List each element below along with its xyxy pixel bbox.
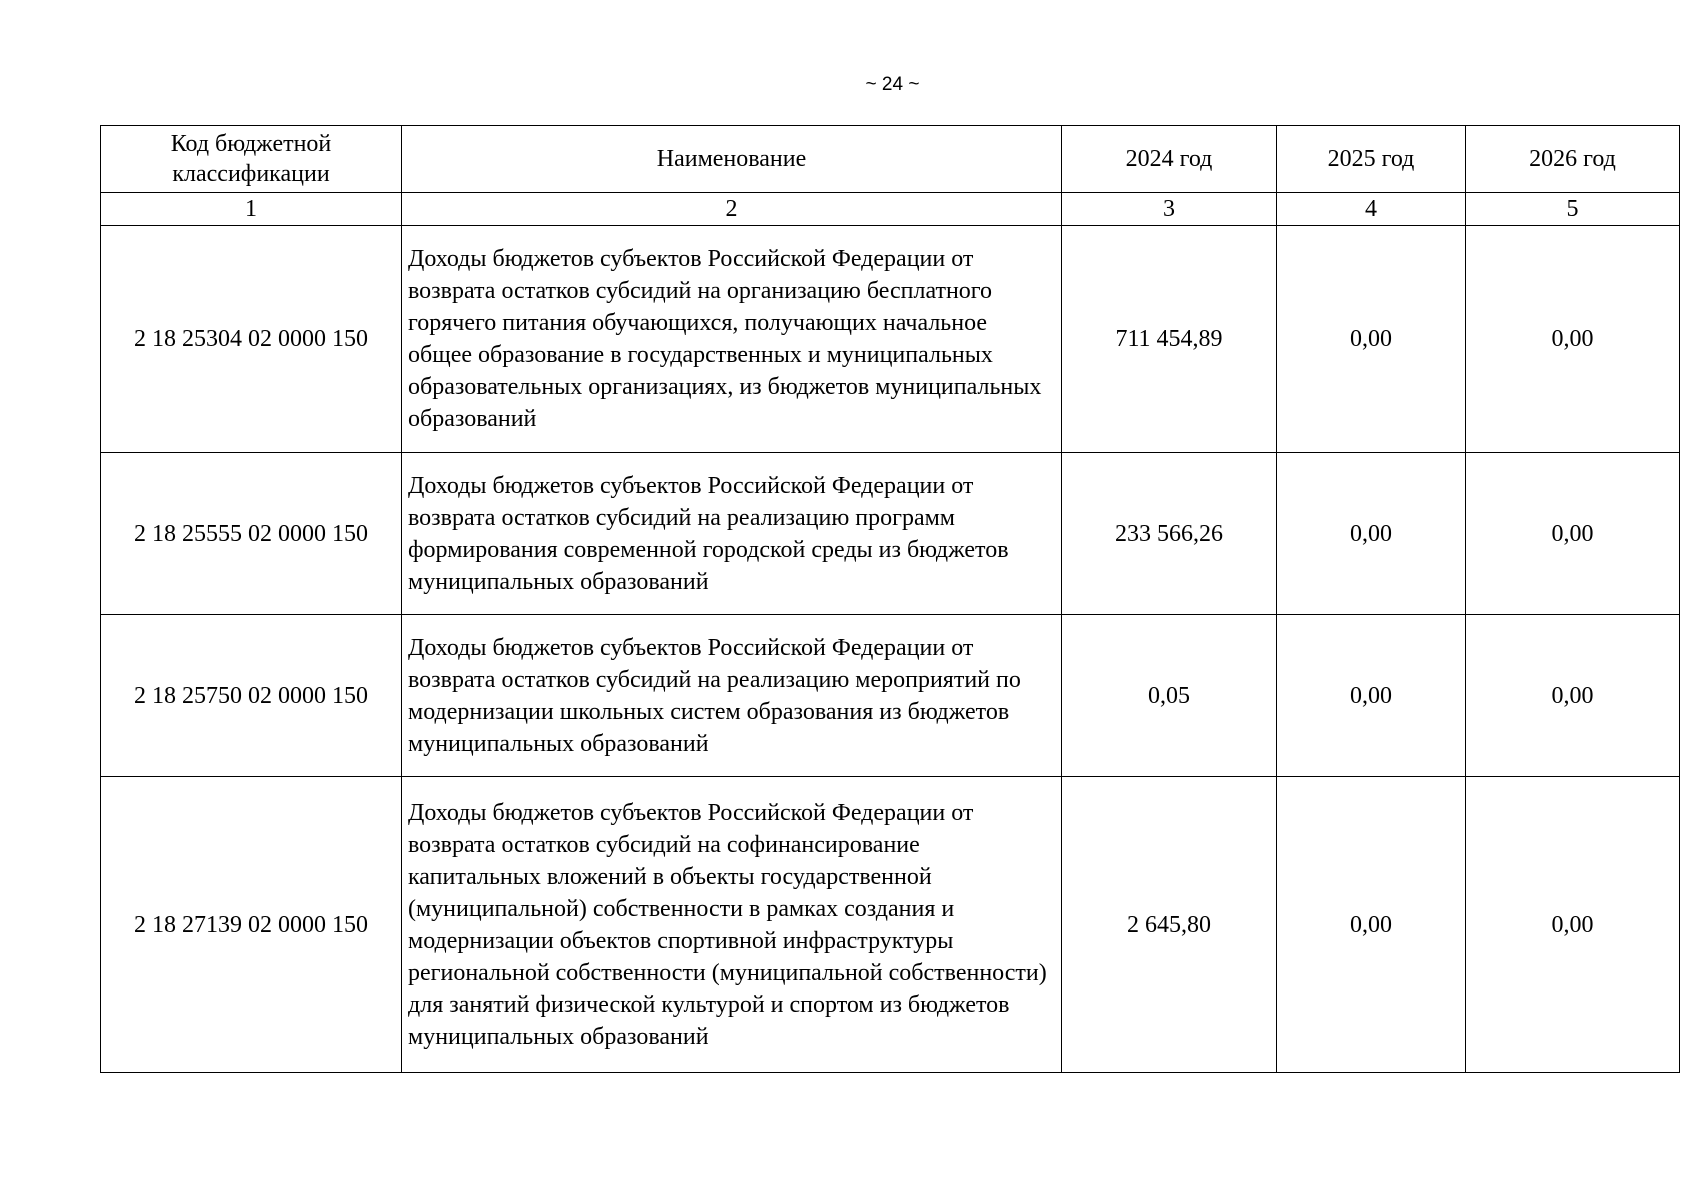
table-row <box>101 226 1680 453</box>
value-2024: 233 566,26 <box>1062 453 1277 615</box>
column-number: 5 <box>1466 193 1680 226</box>
page-number: ~ 24 ~ <box>865 74 920 95</box>
header-year-2024: 2024 год <box>1062 126 1277 193</box>
header-row <box>101 126 1680 193</box>
header-year-2025: 2025 год <box>1277 126 1466 193</box>
column-number: 2 <box>402 193 1062 226</box>
header-name: Наименование <box>402 126 1062 193</box>
value-2026: 0,00 <box>1466 777 1680 1073</box>
budget-code: 2 18 25555 02 0000 150 <box>101 453 402 615</box>
item-name: Доходы бюджетов субъектов Российской Федерации от возврата остатков субсидий на организацию бесплатного горячего питания обучающихся, получающих начальное общее образование в государственных и муниципальных образовательных организациях, из бюджетов муниципальных образований <box>402 226 1062 453</box>
column-number: 4 <box>1277 193 1466 226</box>
column-number-row <box>101 193 1680 226</box>
value-2026: 0,00 <box>1466 453 1680 615</box>
table-row <box>101 615 1680 777</box>
value-2025: 0,00 <box>1277 615 1466 777</box>
column-number: 1 <box>101 193 402 226</box>
header-code: Код бюджетной классификации <box>101 126 402 193</box>
item-name: Доходы бюджетов субъектов Российской Федерации от возврата остатков субсидий на реализацию мероприятий по модернизации школьных систем образования из бюджетов муниципальных образований <box>402 615 1062 777</box>
value-2026: 0,00 <box>1466 615 1680 777</box>
value-2024: 2 645,80 <box>1062 777 1277 1073</box>
value-2024: 0,05 <box>1062 615 1277 777</box>
value-2025: 0,00 <box>1277 226 1466 453</box>
value-2024: 711 454,89 <box>1062 226 1277 453</box>
item-name: Доходы бюджетов субъектов Российской Федерации от возврата остатков субсидий на софинансирование капитальных вложений в объекты государственной (муниципальной) собственности в рамках создания и модернизации объектов спортивной инфраструктуры региональной собственности (муниципальной собственности) для занятий физической культурой и спортом из бюджетов муниципальных образований <box>402 777 1062 1073</box>
table-row <box>101 777 1680 1073</box>
budget-table <box>100 125 1680 1073</box>
budget-code: 2 18 25304 02 0000 150 <box>101 226 402 453</box>
value-2026: 0,00 <box>1466 226 1680 453</box>
header-year-2026: 2026 год <box>1466 126 1680 193</box>
value-2025: 0,00 <box>1277 777 1466 1073</box>
table-row <box>101 453 1680 615</box>
column-number: 3 <box>1062 193 1277 226</box>
budget-code: 2 18 25750 02 0000 150 <box>101 615 402 777</box>
item-name: Доходы бюджетов субъектов Российской Федерации от возврата остатков субсидий на реализацию программ формирования современной городской среды из бюджетов муниципальных образований <box>402 453 1062 615</box>
budget-code: 2 18 27139 02 0000 150 <box>101 777 402 1073</box>
value-2025: 0,00 <box>1277 453 1466 615</box>
